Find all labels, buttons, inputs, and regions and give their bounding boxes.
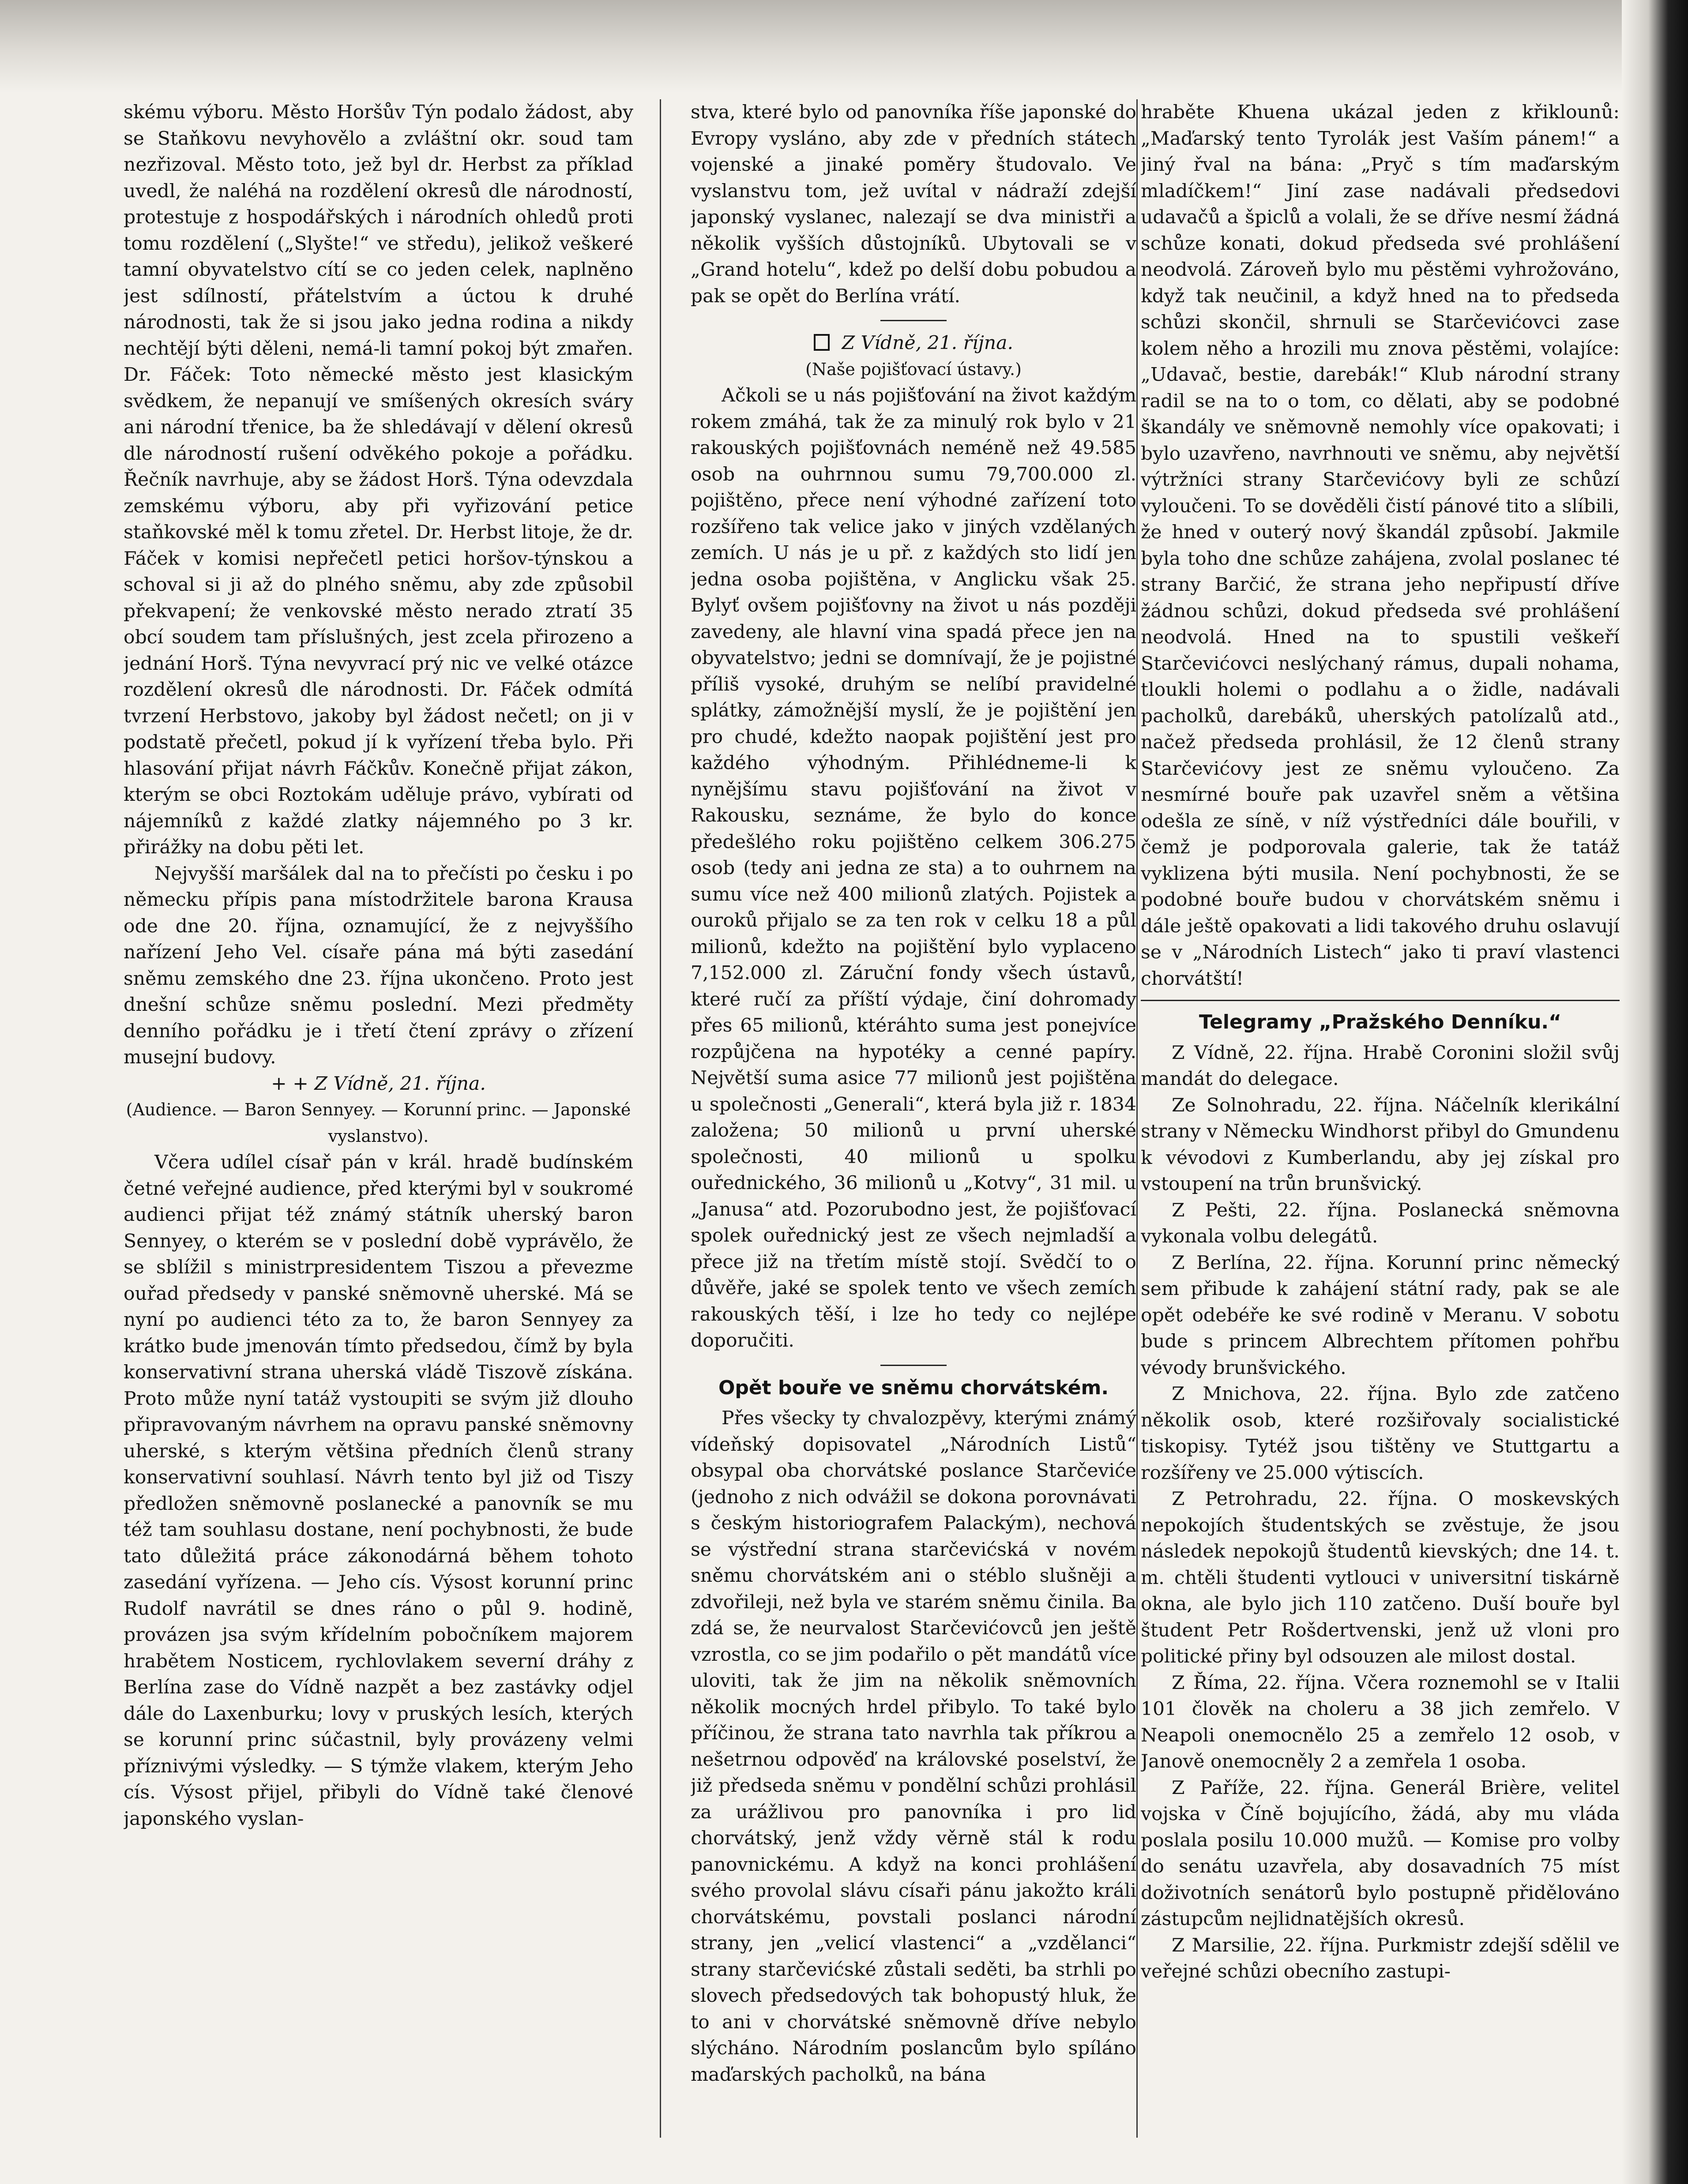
column-3 — [1141, 99, 1620, 2164]
dateline — [691, 330, 1136, 356]
scan-edge — [1622, 0, 1688, 2184]
telegram-item: Z Mnichova, 22. října. Bylo zde zatčeno několik osob, které rozšiřovaly socialistické tiskopisy. Tytéž jsou tištěny ve Stuttgartu a rozšířeny ve 25.000 výtiscích. — [1141, 1383, 1620, 1484]
dateline-text: Z Vídně, 21. října. — [842, 332, 1013, 354]
telegram-item: Z Petrohradu, 22. října. O moskevských nepokojích študentských se zvěstuje, že jsou následek nepokojů študentů kievských; dne 14. t. m. chtěli študenti vytlouci v universitní tiskárně okna, ale bylo jich 110 zatčeno. Duší bouře byl študent Petr Rošdertvenski, jenž už vloni pro politické přiny byl odsouzen ale milost dostal. — [1141, 1488, 1620, 1667]
section-rule — [880, 1365, 947, 1366]
article-text: Přes všecky ty chvalozpěvy, kterými známý vídeňský dopisovatel „Národních Listů“ obsypal oba chorvátské poslance Starčeviće (jednoho z nich odvážil se dokona porovnávati s českým historiografem Palackým), nechová se výstřední strana starčevićská v novém sněmu chorvátském ani o stéblo slušněji a zdvořileji, než byla ve starém sněmu činila. Ba zdá se, že neurvalost Starčevićovců jen ještě vzrostla, co se jim podařilo o pět mandátů více uloviti, tak že jim na několik sněmovních několik mocných hrdel přibylo. To také bylo příčinou, že strana tato navrhla tak příkrou a nešetrnou odpověď na královské poselství, že již předseda sněmu v pondělní schůzi prohlásil za urážlivou pro panovníka i pro lid chorvátský, jenž vždy věrně stál k rodu panovnickému. A když na konci prohlášení svého provolal slávu císaři pánu jakožto králi chorvátskému, povstali poslanci národní strany, jen „velicí vlastenci“ a „vzdělanci“ strany starčevićské zůstali seděti, ba strhli po slovech předsedových tak bohopustý hluk, že to ani v chorvátské sněmovně dříve nebylo slýcháno. Národním poslancům bylo spíláno maďarských pacholků, na bána — [691, 1407, 1136, 2086]
section-rule — [880, 320, 947, 321]
telegram-item: Z Říma, 22. října. Včera roznemohl se v Italii 101 člověk na choleru a 38 jich zemřelo. V Neapoli onemocnělo 25 a zemřelo 12 osob, v Janově onemocněly 2 a zemřela 1 osoba. — [1141, 1672, 1620, 1772]
column-2 — [691, 99, 1136, 2164]
telegram-item: Ze Solnohradu, 22. října. Náčelník klerikální strany v Německu Windhorst přibyl do Gmundenu k vévodovi z Kumberlandu, aby jej získal pro vstoupení na trůn brunšvický. — [1141, 1094, 1620, 1195]
article-text: stva, které bylo od panovníka říše japonské do Evropy vysláno, aby zde v předních státech vojenské a jinaké poměry študovalo. Ve vyslanstvu tom, jež uvítal v nádraží zdejší japonský vyslanec, nalezají se dva ministři a několik vyšších důstojníků. Ubytovali se v „Grand hotelu“, kdež po delší dobu pobudou a pak se opět do Berlína vrátí. — [691, 101, 1136, 307]
column-divider — [660, 99, 661, 2138]
telegram-item: Z Berlína, 22. října. Korunní princ německý sem přibude k zahájení státní rady, pak se ale opět odebéře ke své rodině v Meranu. V sobotu bude s princem Albrechtem přítomen pohřbu vévody brunšvického. — [1141, 1252, 1620, 1379]
article-subhead: (Audience. — Baron Sennyey. — Korunní princ. — Japonské vyslanstvo). — [126, 1100, 631, 1146]
dateline-text: Z Vídně, 21. října. — [314, 1073, 486, 1095]
article-text: Ačkoli se u nás pojišťování na život každým rokem zmáhá, tak že za minulý rok bylo v 21 rakouských pojišťovnách neméně než 49.585 osob na ouhrnnou sumu 79,700.000 zl. pojištěno, přece není výhodné zařízení toto rozšířeno tak velice jako v jiných vzdělaných zemích. U nás je u př. z každých sto lidí jen jedna osoba pojištěna, v Anglicku však 25. Bylyť ovšem pojišťovny na život u nás později zavedeny, ale hlavní vina spadá přece jen na obyvatelstvo; jedni se domnívají, že je pojistné příliš vysoké, druhým se nelíbí pravidelné splátky, zámožnější myslí, že je pojištění jen pro chudé, kdežto naopak pojištění jest pro každého výhodným. Přihlédneme-li k nynějšímu stavu pojišťování na život v Rakousku, seznáme, že bylo do konce předešlého roku pojištěno celkem 306.275 osob (tedy ani jedna ze sta) a to ouhrnem na sumu více než 400 milionů zlatých. Pojistek a ouroků přijalo se za ten rok v celku 18 a půl milionů, kdežto na pojištění bylo vyplaceno 7,152.000 zl. Záruční fondy všech ústavů, které ručí za příští výdaje, činí dohromady přes 65 milionů, ktéráhto suma jest ponejvíce rozpůjčena na hypotéky a cenné papíry. Největší suma asice 77 milionů jest pojištěna u společnosti „Generali“, která byla již r. 1834 založena; 50 milionů u první uherské společnosti, 40 milionů u spolku ouřednického, 36 milionů u „Kotvy“, 31 mil. u „Janusa“ atd. Pozorubodno jest, že pojišťovací spolek ouřednický jest ze všech nejmladší a přece již na třetím místě stojí. Svědčí to o důvěře, jaké se spolek tento ve všech zemích rakouských těší, i lze ho tedy co nejlépe doporučiti. — [691, 385, 1136, 1351]
scan-shadow — [0, 0, 1688, 93]
telegrams-headline: Telegramy „Pražského Denníku.“ — [1199, 1011, 1562, 1033]
column-divider — [1136, 99, 1138, 2138]
section-rule — [1141, 1000, 1620, 1001]
telegram-item: Z Paříže, 22. října. Generál Brière, velitel vojska v Číně bojujícího, žádá, aby mu vláda poslala posilu 10.000 mužů. — Komise pro volby do senátu uzavřela, aby dosavadních 75 míst doživotních senátorů bylo postupně přidělováno zástupcům nejlidnatějších okresů. — [1141, 1777, 1620, 1930]
telegram-item: Z Pešti, 22. října. Poslanecká sněmovna vykonala volbu delegátů. — [1141, 1199, 1620, 1247]
telegram-item: Z Vídně, 22. října. Hrabě Coronini složil svůj mandát do delegace. — [1141, 1042, 1620, 1090]
article-text: Včera udílel císař pán v král. hradě budínském četné veřejné audience, před kterými byl v soukromé audienci přijat též známý státník uherský baron Sennyey, o kterém se v poslední době vyprávělo, že se sblížil s ministrpresidentem Tiszou a převezme ouřad předsedy v panské sněmovně uherské. Má se nyní po audienci této za to, že baron Sennyey za krátko bude jmenován tímto předsedou, čímž by byla konservativní strana uherská vládě Tiszově získána. Proto může nyní tatáž vystoupiti se svým již dlouho připravovaným návrhem na opravu panské sněmovny uherské, s kterým většina předních členů strany konservativní souhlasí. Návrh tento byl již od Tiszy předložen sněmovně poslanecké a panovník se mu též tam souhlasu dostane, není pochybnosti, že bude tato důležitá práce zákonodárná během tohoto zasedání vyřízena. — Jeho cís. Výsost korunní princ Rudolf navrátil se dnes ráno o půl 9. hodině, provázen jsa svým křídelním pobočníkem majorem hrabětem Nosticem, rychlovlakem severní dráhy z Berlína zase do Vídně nazpět a bez zastávky odjel dále do Laxenburku; lovy v pruských lesích, kterých se korunní princ súčastnil, byly provázeny velmi příznivými výsledky. — S týmže vlakem, kterým Jeho cís. Výsost přijel, přibyli do Vídně také členové japonského vyslan- — [124, 1152, 633, 1830]
cross-ornament-icon: + + — [271, 1073, 308, 1095]
article-headline: Opět bouře ve sněmu chorvátském. — [718, 1376, 1109, 1399]
article-subhead: (Naše pojišťovací ústavy.) — [805, 359, 1022, 379]
article-text: skému výboru. Město Horšův Týn podalo žádost, aby se Staňkovu nevyhovělo a zvláštní okr. soud tam nezřizoval. Město toto, jež byl dr. Herbst za příklad uvedl, že naléhá na rozdělení okresů dle národností, protestuje z hospodářských i národních ohledů proti tomu rozdělení („Slyšte!“ ve středu), jelikož veškeré tamní obyvatelstvo cítí se co jeden celek, naplněno jest sdílností, přátelstvím a úctou k druhé národnosti, tak že si jsou jako jedna rodina a nikdy nechtějí býti děleni, nemá-li tamní pokoj být zmařen. Dr. Fáček: Toto německé město jest klasickým svědkem, že nepanují ve smíšených okresích sváry ani národní třenice, ba že shledávají v dělení okresů dle národností rušení odvěkého pokoje a pořádku. Řečník navrhuje, aby se žádost Horš. Týna odevzdala zemskému výboru, aby při vyřizování petice staňkovské měl k tomu zřetel. Dr. Herbst litoje, že dr. Fáček v komisi nepřečetl petici horšov-týnskou a schoval si ji až do plného sněmu, aby zde způsobil překvapení; že venkovské město nerado ztratí 35 obcí soudem tam příslušných, jest zcela přirozeno a jednání Horš. Týna nevyvrací prý nic ve velké otázce rozdělení okresů dle národnosti. Dr. Fáček odmítá tvrzení Herbstovo, jakoby byl žádost nečetl; on ji v podstatě přečetl, pokud jí k vyřízení třeba bylo. Při hlasování přijat návrh Fáčkův. Konečně přijat zákon, kterým se obci Roztokám uděluje právo, vybírati od nájemníků z každé zlatky nájemného po 3 kr. přirážky na dobu pěti let. — [124, 101, 633, 858]
article-text: Nejvyšší maršálek dal na to přečísti po česku i po německu přípis pana místodržitele barona Krausa ode dne 20. října, oznamující, že z nejvyššího nařízení Jeho Vel. císaře pána má býti zasedání sněmu zemského dne 23. října ukončeno. Proto jest dnešní schůze sněmu poslední. Mezi předměty denního pořádku je i třetí čtení zprávy o zřízení musejní budovy. — [124, 863, 633, 1068]
article-text: hraběte Khuena ukázal jeden z křiklounů: „Maďarský tento Tyrolák jest Vaším pánem!“ a jiný řval na bána: „Pryč s tím maďarským mladíčkem!“ Jiní zase nadávali předsedovi udavačů a špiclů a volali, že se dříve nesmí žádná schůze konati, dokud předseda své prohlášení neodvolá. Zároveň bylo mu pěstěmi vyhrožováno, když tak neučinil, a když hned na to předseda schůzi skončil, shrnuli se Starčevićovci zase kolem něho a hrozili mu znova pěstěmi, volajíce: „Udavač, bestie, darebák!“ Klub národní strany radil se na to o tom, co dělati, aby se podobné škandály ve sněmovně nemohly více opakovati; i bylo uzavřeno, navrhnouti ve sněmu, aby největší výtržníci strany Starčevićovy byli ze schůzí vyloučeni. To se dověděli čistí pánové tito a slíbili, že hned v outerý nový škandál způsobí. Jakmile byla toho dne schůze zahájena, zvolal poslanec té strany Barčić, že strana jeho nepřipustí dříve žádnou schůzi, dokud předseda své prohlášení neodvolá. Hned na to spustili veškeří Starčevićovci neslýchaný rámus, dupali nohama, tloukli holemi o podlahu a o židle, nadávali pacholků, darebáků, uherských patolízalů atd., načež předseda prohlásil, že 12 členů strany Starčevićovy jest ze sněmu vyloučeno. Za nesmírné bouře pak uzavřel sněm a většina odešla ze síně, v níž výstředníci dále bouřili, v čemž je podporovala galerie, tak že tatáž vyklizena býti musila. Není pochybnosti, že se podobné bouře budou v chorvátském sněmu i dále ještě opakovati a lidi takového druhu oslavují se v „Národních Listech“ jako ti praví vlastenci chorvátští! — [1141, 101, 1620, 990]
column-1 — [124, 99, 633, 2164]
square-ornament-icon — [814, 334, 830, 351]
telegram-item: Z Marsilie, 22. října. Purkmistr zdejší sdělil ve veřejné schůzi obecního zastupi- — [1141, 1934, 1620, 1982]
dateline — [124, 1071, 633, 1097]
